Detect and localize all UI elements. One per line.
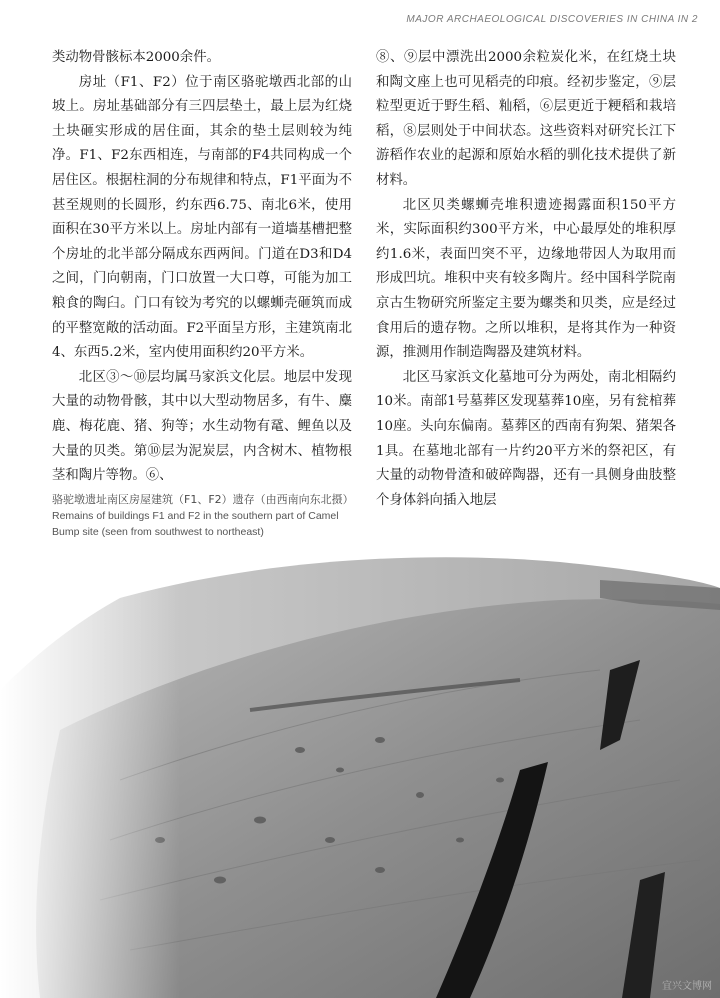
- caption-english-line-1: Remains of buildings F1 and F2 in the southern part of Camel: [52, 510, 339, 522]
- caption-chinese: 骆驼墩遗址南区房屋建筑（F1、F2）遗存（由西南向东北摄）: [52, 493, 354, 506]
- excavation-photo: [0, 540, 720, 998]
- watermark: 宜兴文博网: [662, 981, 712, 992]
- caption-english-line-2: Bump site (seen from southwest to northeast): [52, 526, 264, 538]
- photo-caption: [52, 492, 392, 540]
- running-header: MAJOR ARCHAEOLOGICAL DISCOVERIES IN CHINA IN 2: [406, 14, 698, 25]
- paragraph-north-layers: 北区③～⑩层均属马家浜文化层。地层中发现大量的动物骨骸，其中以大型动物居多，有牛、麋鹿、梅花鹿、猪、狗等；水生动物有鼋、鲤鱼以及大量的贝类。第⑩层为泥炭层，内含树木、植物根茎和陶片等物。⑥、: [52, 369, 352, 484]
- paragraph-carbonized-rice: ⑧、⑨层中漂洗出2000余粒炭化米，在红烧土块和陶文座上也可见稻壳的印痕。经初步鉴定，⑨层粒型更近于野生稻、籼稻，⑥层更近于粳稻和栽培稻，⑧层则处于中间状态。这些资料对研究长江下游稻作农业的起源和原始水稻的驯化技术提供了新材料。: [376, 50, 676, 188]
- paragraph-cemetery: 北区马家浜文化墓地可分为两处，南北相隔约10米。南部1号墓葬区发现墓葬10座，另有瓮棺葬10座。头向东偏南。墓葬区的西南有狗架、猪架各1具。在墓地北部有一片约20平方米的祭祀区，有大量的动物骨渣和破碎陶器，还有一具侧身曲肢整个身体斜向插入地层: [376, 369, 676, 508]
- paragraph-shell-deposit: 北区贝类螺蛳壳堆积遗迹揭露面积150平方米，实际面积约300平方米，中心最厚处的堆积厚约1.6米，表面凹突不平，边缘地带因人为取用而形成凹坑。堆积中夹有较多陶片。经中国科学院南京古生物研究所鉴定主要为螺类和贝类，应是经过食用后的遗存物。之所以堆积，是将其作为一种资源，推测用作制造陶器及建筑材料。: [376, 197, 676, 361]
- paragraph-animal-bones: 类动物骨骸标本2000余件。: [52, 50, 220, 65]
- right-text-column: [376, 46, 676, 513]
- left-text-column: [52, 46, 352, 489]
- paragraph-house-remains: 房址（F1、F2）位于南区骆驼墩西北部的山坡上。房址基础部分有三四层垫土，最上层为红烧土块砸实形成的居住面，其余的垫土层则较为纯净。F1、F2东西相连，与南部的F4共同构成一个居住区。根据柱洞的分布规律和特点，F1平面为不甚至规则的长圆形，约东西6.75、南北6米，使用面积在30平方米以上。房址内部有一道墙基槽把整个房址的北半部分隔成东西两间。门道在D3和D4之间，门向朝南，门口放置一大口尊，可能为加工粮食的陶臼。门口有铰为考究的以螺蛳壳砸筑而成的平整宽敞的活动面。F2平面呈方形，主建筑南北4、东西5.2米，室内使用面积约20平方米。: [52, 74, 352, 361]
